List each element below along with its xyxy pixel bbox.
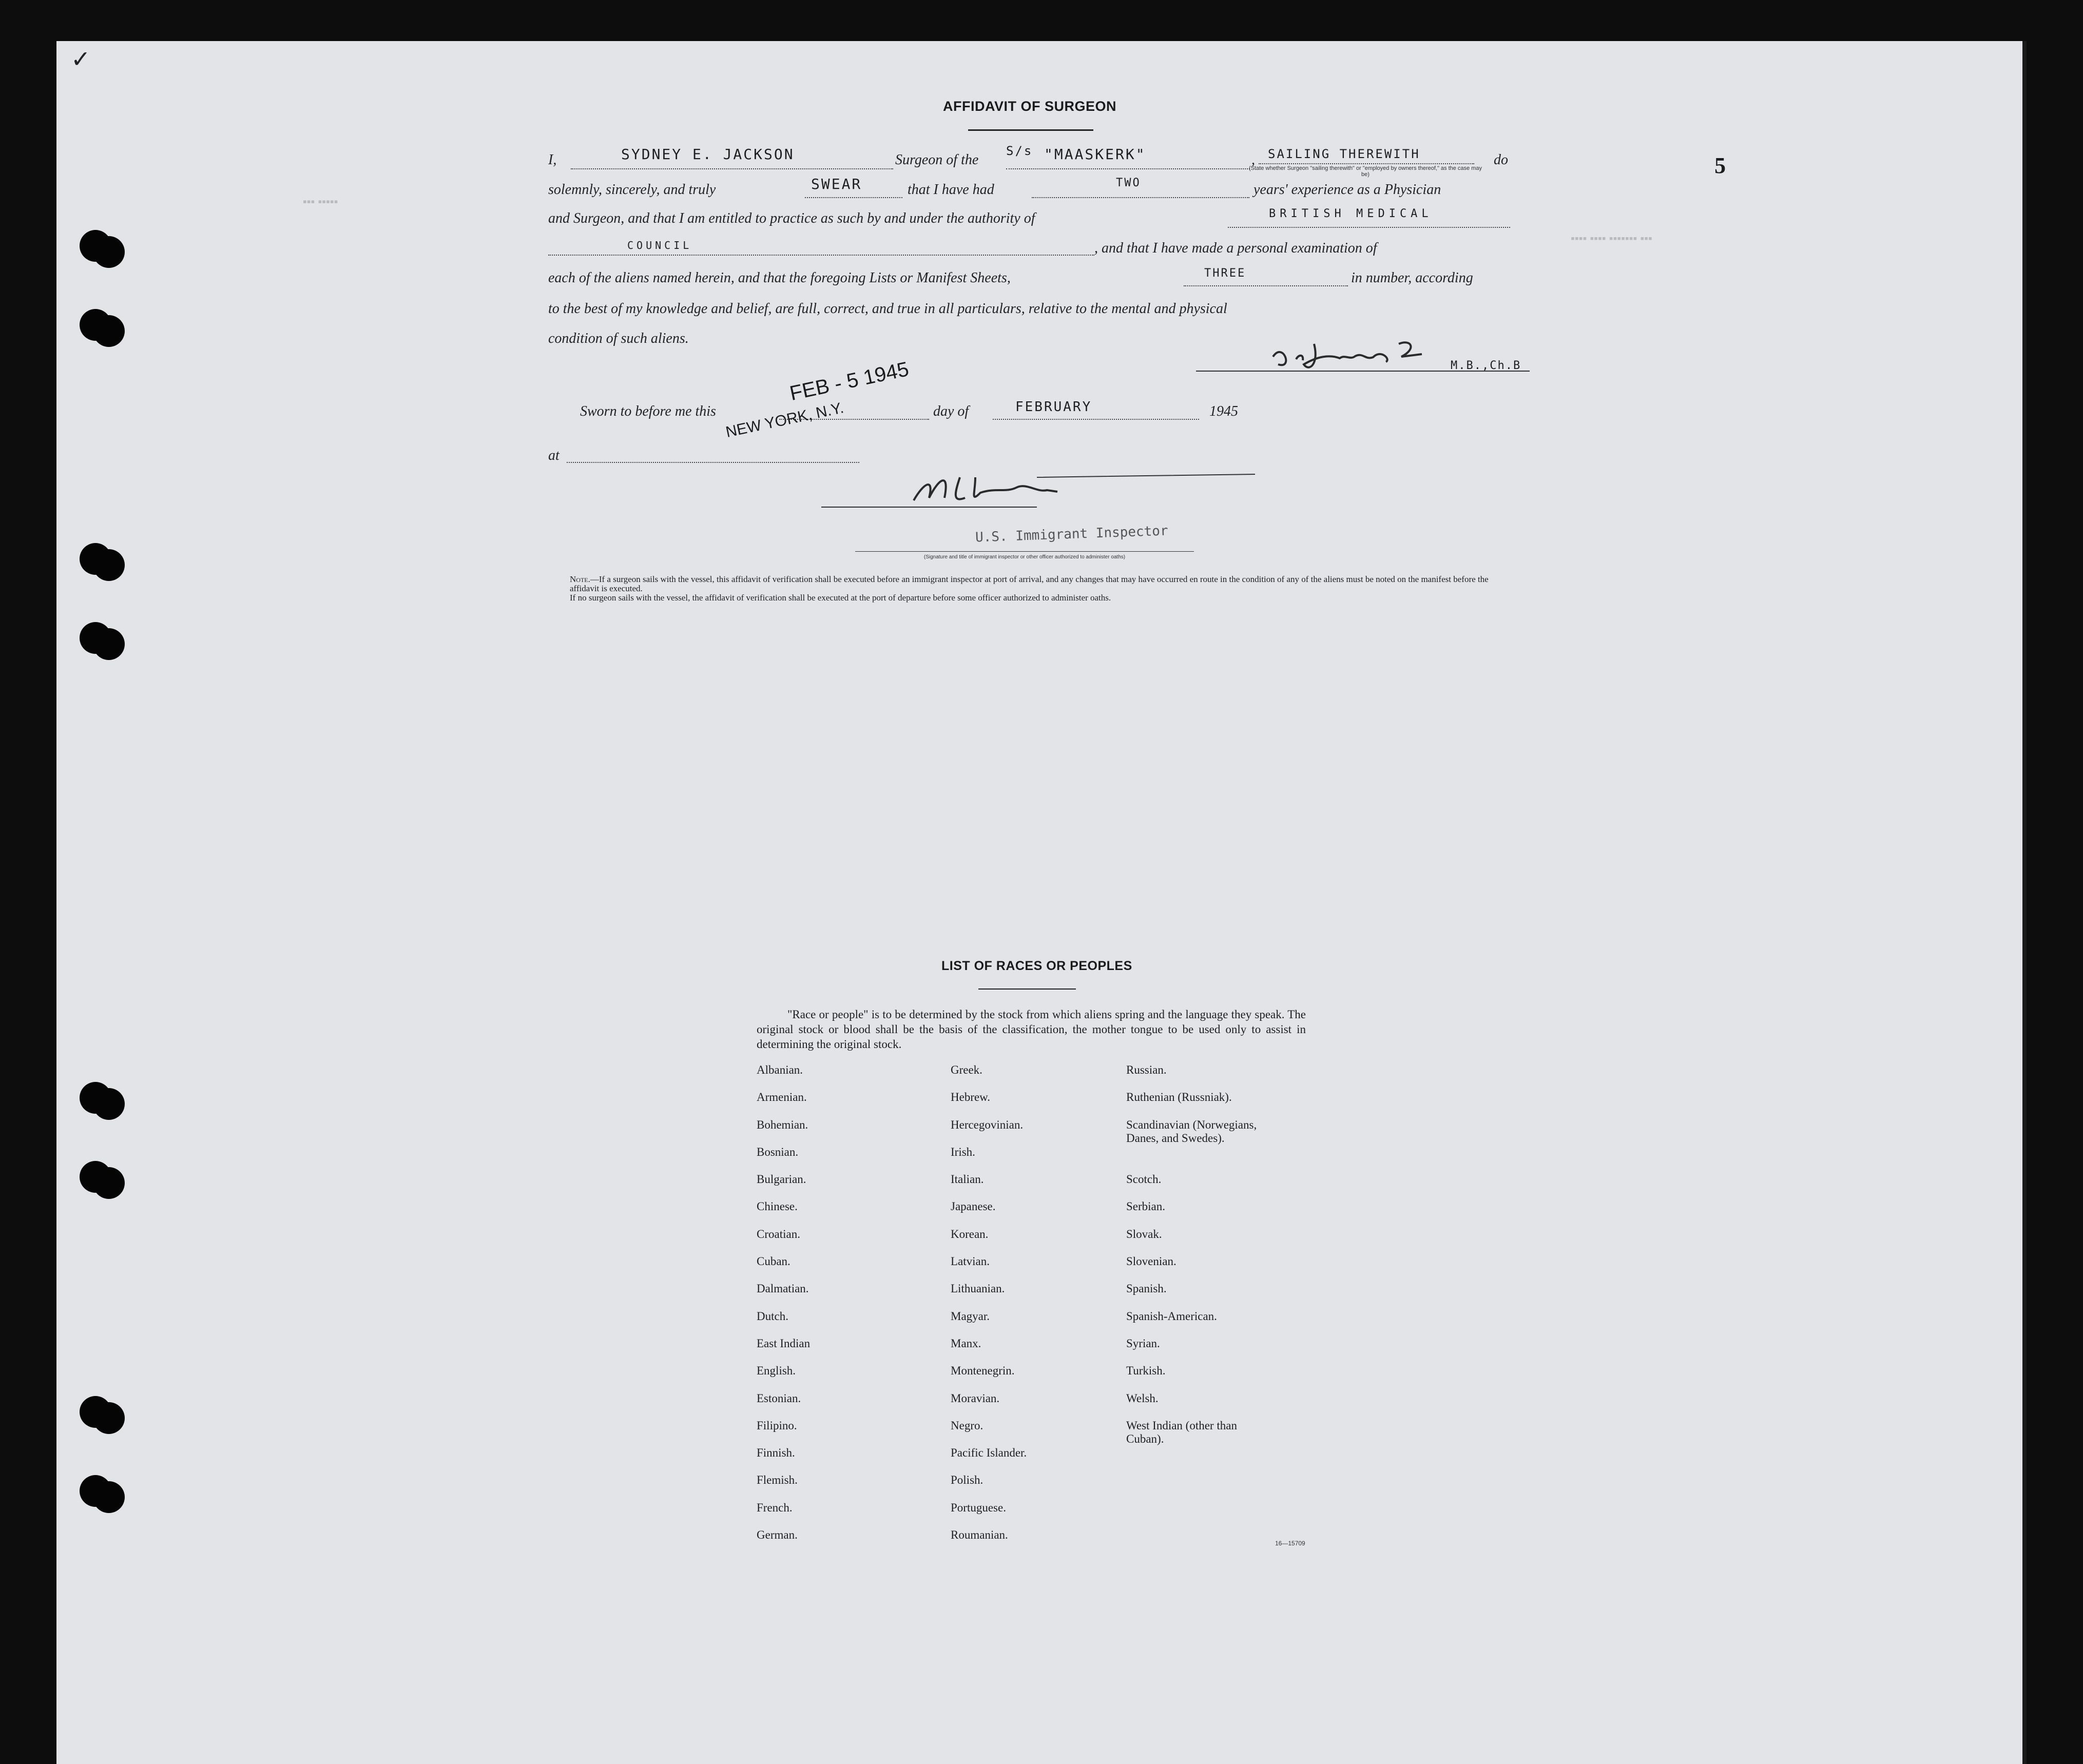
surgeon-name: SYDNEY E. JACKSON bbox=[621, 146, 795, 163]
aliens-label: each of the aliens named herein, and that the foregoing Lists or Manifest Sheets, bbox=[548, 270, 1011, 286]
note-lead: Note. bbox=[570, 574, 590, 584]
inspector-signature-line bbox=[855, 551, 1194, 552]
note-line-1: —If a surgeon sails with the vessel, this affidavit of verification shall be executed before an immigrant inspector at port of arrival, and any changes that may have occurred en route in the condition of any of the aliens must be noted on the manifest before the affidavit is executed. bbox=[570, 574, 1489, 593]
races-intro: "Race or people" is to be determined by the stock from which aliens spring and the language they speak. The original stock or blood shall be the basis of the classification, the mother tongue to be used only to assist in determining the original stock. bbox=[757, 1008, 1306, 1051]
inspector-caption: (Signature and title of immigrant inspector or other officer authorized to administer oaths) bbox=[923, 554, 1126, 560]
race-item: Dalmatian. bbox=[757, 1282, 809, 1295]
ship-prefix: S/s bbox=[1006, 144, 1033, 158]
at-label: at bbox=[548, 448, 560, 463]
race-item: German. bbox=[757, 1528, 798, 1542]
binder-hole bbox=[80, 1475, 125, 1512]
ship-field-line bbox=[1006, 168, 1250, 169]
affidavit-note bbox=[554, 575, 1514, 603]
month-value: FEBRUARY bbox=[1015, 399, 1092, 415]
race-item: West Indian (other than Cuban). bbox=[1126, 1419, 1237, 1445]
race-item: Lithuanian. bbox=[951, 1282, 1005, 1295]
month-field-line bbox=[993, 419, 1199, 420]
binder-hole bbox=[80, 543, 125, 580]
binder-hole bbox=[80, 309, 125, 346]
race-item: Cuban. bbox=[757, 1255, 790, 1268]
race-item: Chinese. bbox=[757, 1200, 798, 1213]
binder-hole bbox=[80, 1082, 125, 1119]
examination-label: , and that I have made a personal examination of bbox=[1094, 240, 1377, 256]
race-item: Montenegrin. bbox=[951, 1364, 1015, 1378]
race-item: Latvian. bbox=[951, 1255, 990, 1268]
race-item bbox=[1126, 1501, 1257, 1528]
authority-value-2: COUNCIL bbox=[627, 239, 692, 251]
heading-rule bbox=[968, 129, 1093, 131]
race-item: Italian. bbox=[951, 1173, 984, 1186]
race-item: Albanian. bbox=[757, 1063, 803, 1076]
race-item: Bosnian. bbox=[757, 1145, 799, 1158]
race-item: Slovak. bbox=[1126, 1227, 1162, 1240]
race-item: Scandinavian (Norwegians, Danes, and Swedes). bbox=[1126, 1118, 1257, 1145]
years-field-line bbox=[1032, 197, 1249, 198]
race-item: Serbian. bbox=[1126, 1200, 1166, 1213]
race-item: Greek. bbox=[951, 1063, 982, 1076]
race-item: Bulgarian. bbox=[757, 1173, 806, 1186]
race-item: Finnish. bbox=[757, 1446, 795, 1460]
page-number: 5 bbox=[1714, 153, 1726, 178]
race-item bbox=[1126, 1474, 1257, 1501]
comma: , bbox=[1251, 152, 1255, 168]
race-item: Negro. bbox=[951, 1419, 983, 1432]
binder-hole bbox=[80, 622, 125, 659]
status-field-line bbox=[1259, 163, 1474, 164]
have-had-label: that I have had bbox=[908, 182, 994, 198]
inspector-stamp: U.S. Immigrant Inspector bbox=[975, 523, 1169, 546]
race-item: Moravian. bbox=[951, 1391, 1000, 1405]
date-stamp: FEB - 5 1945 bbox=[787, 357, 911, 405]
race-item: Armenian. bbox=[757, 1091, 807, 1104]
race-item: Magyar. bbox=[951, 1309, 990, 1323]
race-item: East Indian bbox=[757, 1336, 811, 1350]
race-item: Hercegovinian. bbox=[951, 1118, 1024, 1131]
name-field-line bbox=[571, 168, 893, 169]
document-page bbox=[56, 41, 2027, 1764]
note-line-2: If no surgeon sails with the vessel, the affidavit of verification shall be executed at the port of departure before some officer authorized to administer oaths. bbox=[570, 593, 1111, 603]
race-item: Spanish. bbox=[1126, 1282, 1167, 1295]
surgeon-of-label: Surgeon of the bbox=[895, 152, 979, 168]
race-item: Syrian. bbox=[1126, 1336, 1160, 1350]
race-item: Ruthenian (Russniak). bbox=[1126, 1091, 1232, 1104]
races-column-3 bbox=[1126, 1063, 1257, 1556]
sheets-field-line bbox=[1184, 285, 1348, 286]
race-item bbox=[1126, 1528, 1257, 1556]
place-stamp: NEW YORK, N.Y. bbox=[724, 399, 845, 441]
races-heading-rule bbox=[978, 988, 1076, 990]
ship-name: "MAASKERK" bbox=[1044, 146, 1146, 163]
race-item: Irish. bbox=[951, 1145, 975, 1158]
inspector-signature-scrawl bbox=[821, 462, 1263, 513]
race-item: English. bbox=[757, 1364, 796, 1378]
race-item: French. bbox=[757, 1501, 793, 1514]
binder-hole bbox=[80, 1396, 125, 1433]
race-item: Dutch. bbox=[757, 1309, 788, 1323]
do-label: do bbox=[1494, 152, 1508, 168]
sheets-value: THREE bbox=[1204, 267, 1246, 280]
race-item: Slovenian. bbox=[1126, 1255, 1176, 1268]
signature-suffix: M.B.,Ch.B bbox=[1451, 359, 1521, 372]
race-item: Portuguese. bbox=[951, 1501, 1006, 1514]
page-edge bbox=[2022, 41, 2027, 1764]
form-number: 16—15709 bbox=[1275, 1540, 1305, 1547]
authority-label: and Surgeon, and that I am entitled to practice as such by and under the authority of bbox=[548, 210, 1035, 226]
race-item: Roumanian. bbox=[951, 1528, 1008, 1542]
surgeon-signature-scrawl bbox=[1268, 334, 1442, 375]
race-item: Turkish. bbox=[1126, 1364, 1166, 1378]
races-heading: LIST OF RACES OR PEOPLES bbox=[941, 959, 1132, 973]
sworn-label: Sworn to before me this bbox=[580, 403, 716, 419]
binder-hole bbox=[80, 230, 125, 267]
races-column-2 bbox=[951, 1063, 1027, 1556]
oath-word: SWEAR bbox=[811, 176, 862, 192]
at-field-line bbox=[567, 462, 859, 463]
races-column-1 bbox=[757, 1063, 810, 1556]
race-item: Scotch. bbox=[1126, 1173, 1162, 1186]
sailing-note: (State whether Surgeon "sailing therewith" or "employed by owners thereof," as the case may be) bbox=[1248, 165, 1482, 178]
race-item: Hebrew. bbox=[951, 1091, 991, 1104]
race-item bbox=[1126, 1446, 1257, 1474]
race-item: Japanese. bbox=[951, 1200, 996, 1213]
authority-field-line-2 bbox=[548, 255, 1094, 256]
years-value: TWO bbox=[1116, 177, 1141, 189]
bleed-through-mark: ▪▪▪ ▪▪▪▪▪▪▪ ▪▪▪▪ ▪▪▪▪ bbox=[1571, 232, 1652, 245]
knowledge-label: to the best of my knowledge and belief, are full, correct, and true in all particulars, relative to the mental and physical bbox=[548, 301, 1227, 317]
race-item: Estonian. bbox=[757, 1391, 801, 1405]
check-mark: ✓ bbox=[71, 46, 91, 72]
race-item: Bohemian. bbox=[757, 1118, 808, 1131]
binder-hole bbox=[80, 1161, 125, 1198]
race-item bbox=[1126, 1146, 1257, 1173]
race-item: Russian. bbox=[1126, 1063, 1167, 1076]
i-label: I, bbox=[548, 152, 557, 168]
race-item: Spanish-American. bbox=[1126, 1309, 1217, 1323]
day-of-label: day of bbox=[933, 403, 969, 419]
race-item: Polish. bbox=[951, 1474, 983, 1487]
race-item: Welsh. bbox=[1126, 1391, 1159, 1405]
sailing-status: SAILING THEREWITH bbox=[1268, 147, 1420, 161]
race-item: Croatian. bbox=[757, 1227, 800, 1240]
race-item: Pacific Islander. bbox=[951, 1446, 1027, 1460]
affidavit-heading: AFFIDAVIT OF SURGEON bbox=[943, 99, 1116, 114]
bleed-through-mark: ▪▪▪ ▪▪▪▪▪ bbox=[303, 195, 338, 208]
in-number-label: in number, according bbox=[1351, 270, 1473, 286]
oath-field-line bbox=[805, 197, 902, 198]
authority-field-line bbox=[1228, 227, 1510, 228]
race-item: Korean. bbox=[951, 1227, 989, 1240]
condition-label: condition of such aliens. bbox=[548, 331, 689, 346]
authority-value-1: BRITISH MEDICAL bbox=[1269, 207, 1433, 220]
race-item: Filipino. bbox=[757, 1419, 797, 1432]
year-value: 1945 bbox=[1209, 403, 1238, 419]
solemnly-label: solemnly, sincerely, and truly bbox=[548, 182, 716, 198]
race-item: Flemish. bbox=[757, 1474, 798, 1487]
race-item: Manx. bbox=[951, 1336, 981, 1350]
years-label: years' experience as a Physician bbox=[1253, 182, 1441, 198]
